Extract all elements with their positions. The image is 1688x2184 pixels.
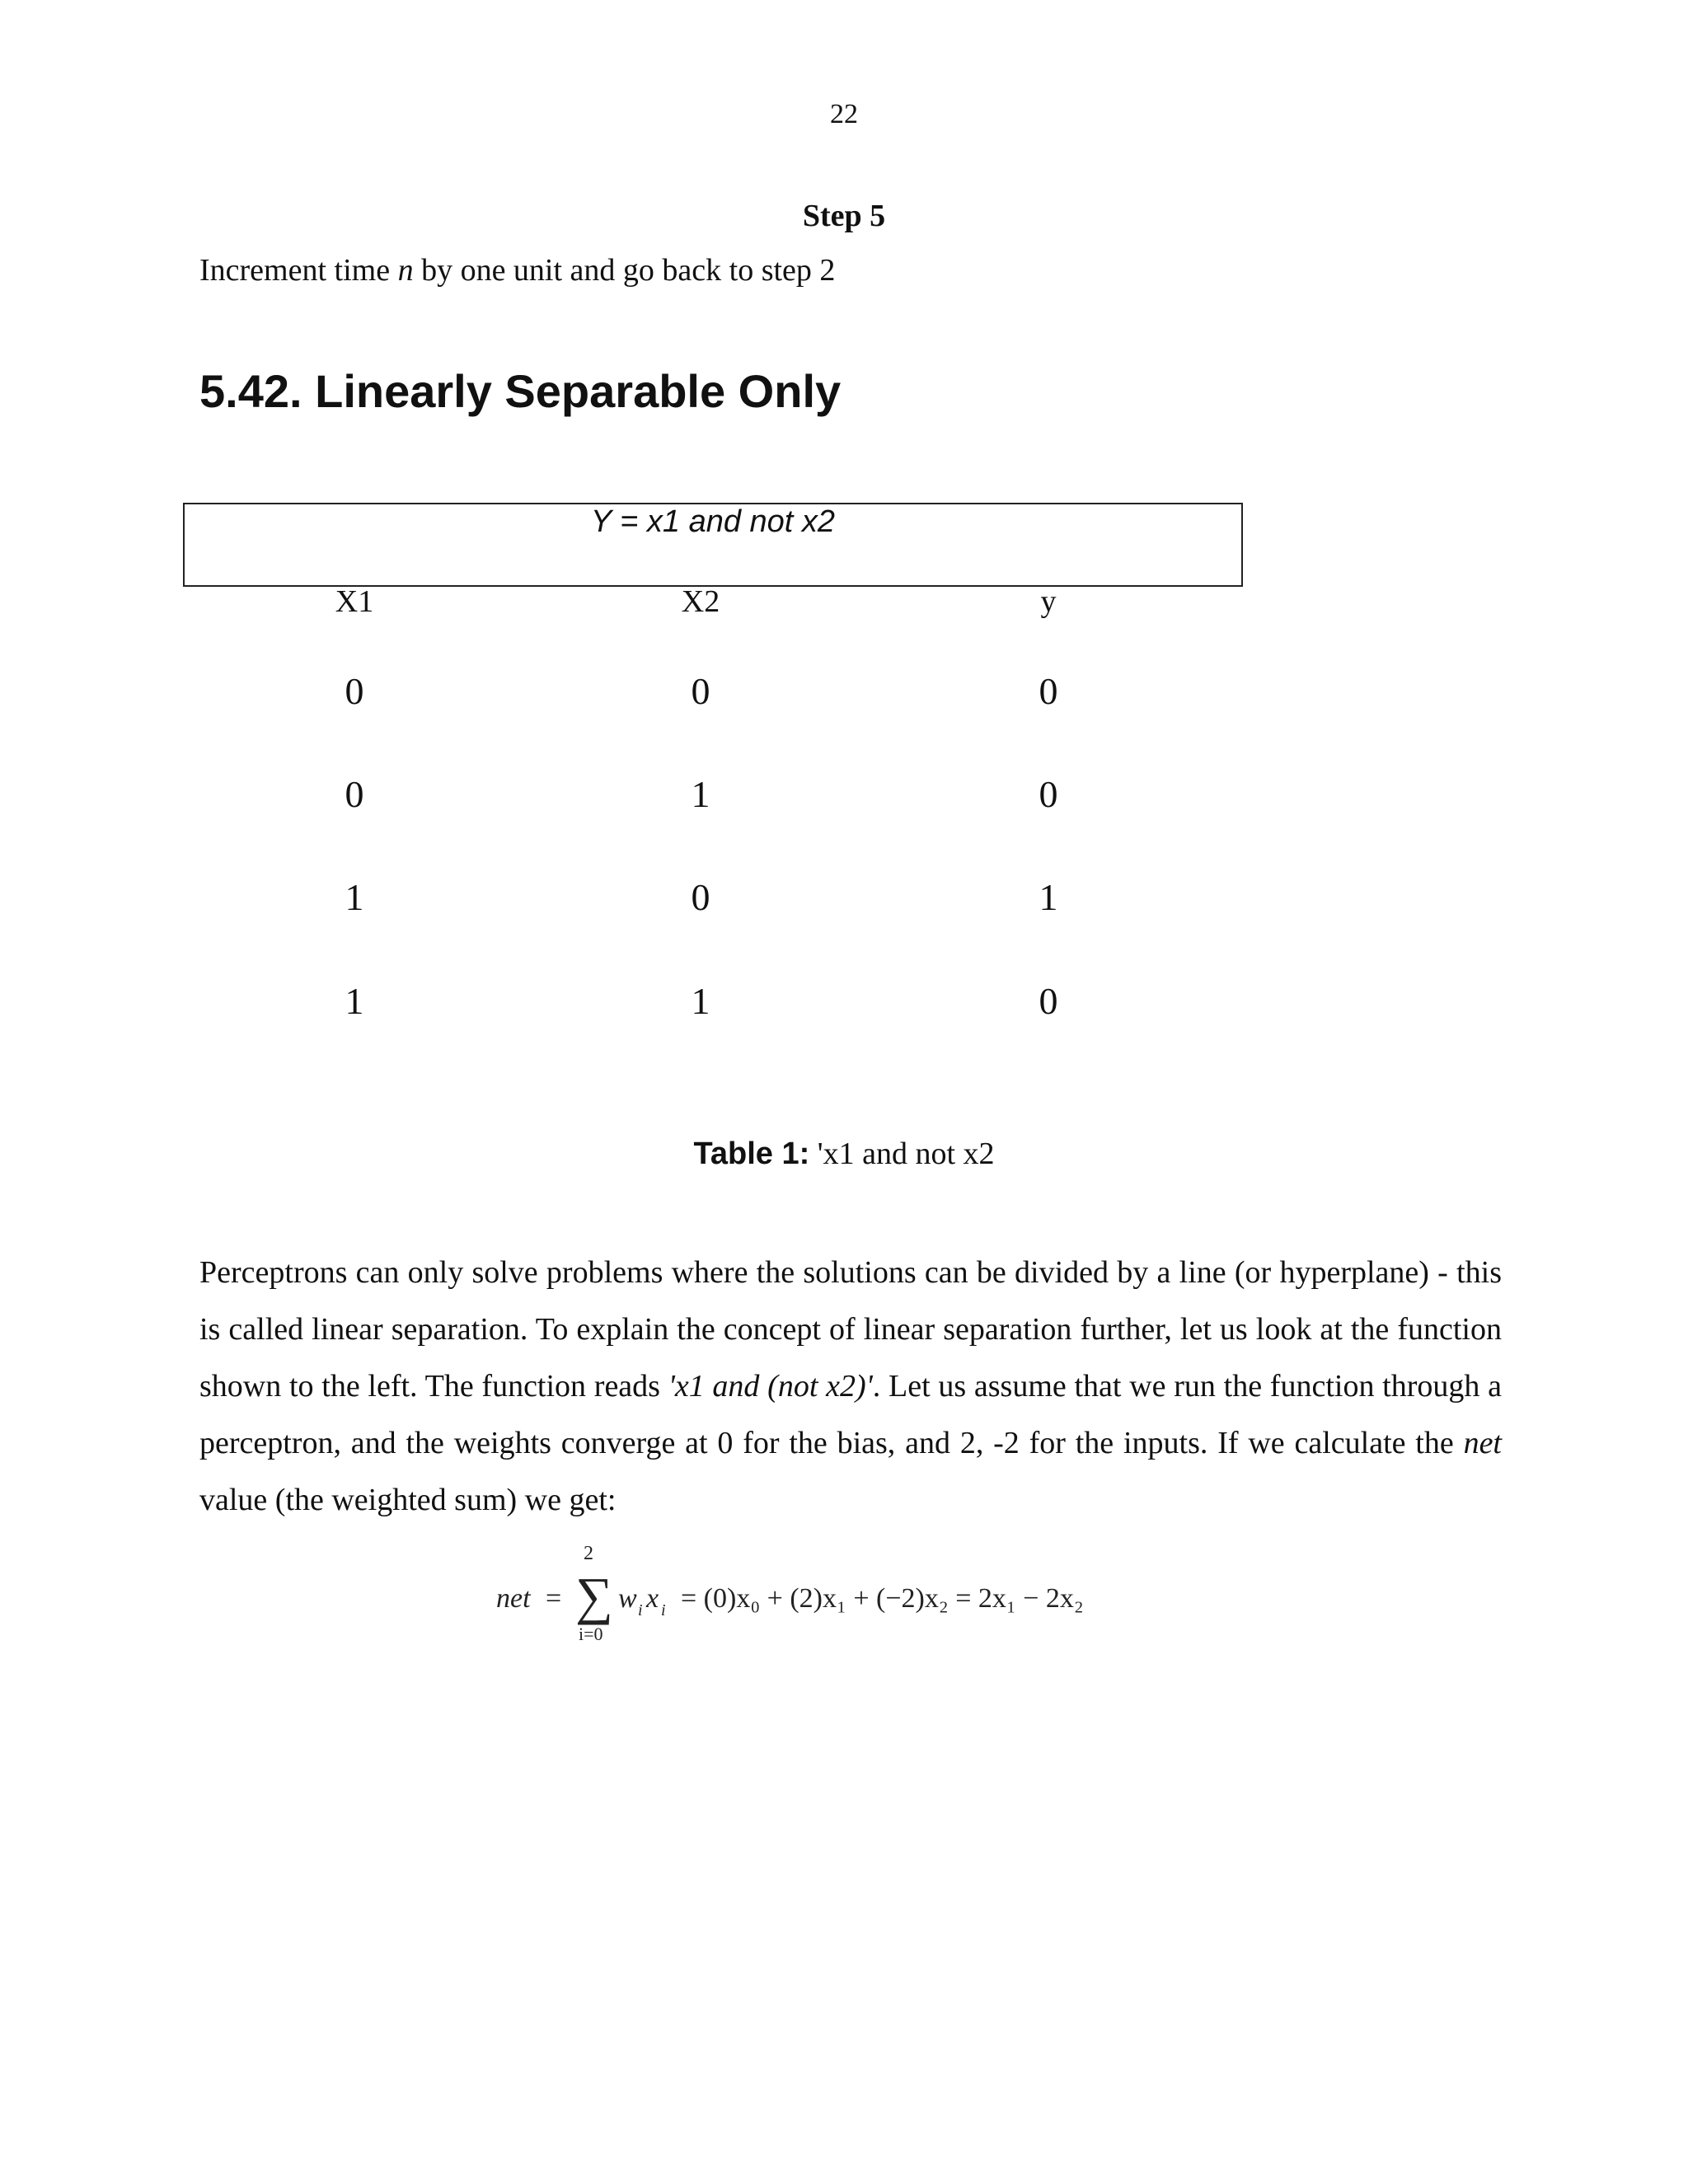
table-cell: 0 <box>1039 980 1058 1022</box>
formula-term-x-sub: i <box>661 1601 666 1619</box>
table-cell: 0 <box>345 670 364 712</box>
truth-table-title: Y = x1 and not x2 <box>590 504 836 539</box>
paragraph-italic-net: net <box>1463 1426 1502 1460</box>
paragraph-italic-function: 'x1 and (not x2)' <box>668 1369 873 1404</box>
table-header-x2: X2 <box>681 584 720 619</box>
formula-sum-upper: 2 <box>584 1543 593 1564</box>
table-cell: 1 <box>345 876 364 918</box>
table-cell: 0 <box>345 773 364 815</box>
table-cell: 1 <box>691 773 710 815</box>
formula-equals: = <box>546 1583 562 1614</box>
table-cell: 1 <box>345 980 364 1022</box>
page-number: 22 <box>830 99 858 129</box>
body-paragraph <box>199 1244 1502 1529</box>
step-text <box>199 252 835 288</box>
sigma-icon: ∑ <box>575 1567 613 1625</box>
truth-table-title-box <box>183 503 1243 587</box>
step-text-after: by one unit and go back to step 2 <box>413 253 836 288</box>
table-cell: 1 <box>1039 876 1058 918</box>
formula-sum-lower: i=0 <box>579 1624 603 1644</box>
formula-term-w: w <box>618 1583 637 1614</box>
paragraph-text: value (the weighted sum) we get: <box>199 1483 617 1517</box>
table-caption <box>0 1136 1688 1172</box>
formula-lhs: net <box>496 1583 531 1614</box>
table-header-y: y <box>1040 584 1057 619</box>
table-header-x1: X1 <box>335 584 374 619</box>
paragraph-text: Perceptrons can only solve problems where the solutions can be divided by a line (or hyperplane) - this is called linear separation. To explain the concept of linear separation further, let us look at the function shown to the left. The function reads <box>199 1255 1502 1404</box>
net-formula-image <box>486 1540 1195 1647</box>
section-heading: 5.42. Linearly Separable Only <box>199 365 842 417</box>
table-cell: 1 <box>691 980 710 1022</box>
formula-term-w-sub: i <box>638 1601 643 1619</box>
step-text-before: Increment time <box>199 253 398 288</box>
table-cell: 0 <box>691 670 710 712</box>
paragraph-text: . Let us assume that we run the function through a perceptron, and the weights converge at 0 for the bias, and 2, -2 for the inputs. If we calculate the <box>199 1369 1502 1460</box>
net-formula <box>486 1540 1195 1651</box>
formula-term-x: x <box>646 1583 659 1614</box>
table-caption-label: Table 1: <box>693 1137 810 1171</box>
step-title: Step 5 <box>802 199 886 233</box>
step-text-variable: n <box>397 253 414 288</box>
table-cell: 0 <box>1039 773 1058 815</box>
table-cell: 0 <box>691 876 710 918</box>
formula-rhs: = (0)x₀ + (2)x₁ + (−2)x₂ = 2x₁ − 2x₂ <box>681 1583 1084 1614</box>
table-cell: 0 <box>1039 670 1058 712</box>
table-caption-text: 'x1 and not x2 <box>809 1137 995 1171</box>
